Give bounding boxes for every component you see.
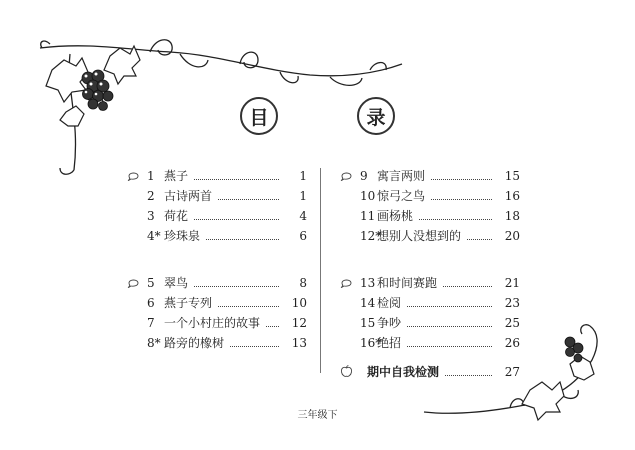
lesson-title: 争吵	[377, 316, 402, 330]
dot-leader	[467, 239, 492, 240]
toc-entry-midterm[interactable]	[340, 362, 520, 382]
toc-group	[340, 166, 520, 246]
dot-leader	[431, 179, 492, 180]
page-number: 8	[299, 276, 307, 290]
lesson-number: 4*	[147, 229, 161, 243]
page-number: 18	[504, 209, 520, 223]
lesson-number: 15	[360, 316, 376, 330]
lesson-number: 13	[360, 276, 376, 290]
dot-leader	[431, 199, 492, 200]
toc-entry[interactable]	[340, 333, 520, 353]
page-number: 6	[299, 229, 307, 243]
page-number: 15	[504, 169, 520, 183]
midterm-title: 期中自我检测	[367, 365, 440, 379]
toc-entry[interactable]	[127, 293, 307, 313]
lesson-number: 3	[147, 209, 155, 223]
lesson-number: 11	[360, 209, 376, 223]
toc-entry[interactable]	[340, 226, 520, 246]
dot-leader	[194, 179, 279, 180]
toc-group-midterm	[340, 362, 520, 382]
column-divider	[320, 168, 321, 373]
dot-leader	[206, 239, 279, 240]
lesson-title: 翠鸟	[164, 276, 189, 290]
lesson-title: 和时间赛跑	[377, 276, 438, 290]
page-number: 25	[504, 316, 520, 330]
page-number: 10	[291, 296, 307, 310]
toc-entry[interactable]	[127, 186, 307, 206]
lesson-number: 5	[147, 276, 155, 290]
dot-leader	[445, 375, 492, 376]
lesson-number: 8*	[147, 336, 161, 350]
page-number: 13	[291, 336, 307, 350]
lesson-number: 2	[147, 189, 155, 203]
lesson-title: 荷花	[164, 209, 189, 223]
dot-leader	[230, 346, 279, 347]
lesson-title: 想别人没想到的	[377, 229, 462, 243]
toc-entry[interactable]	[340, 166, 520, 186]
toc-entry[interactable]	[340, 186, 520, 206]
dot-leader	[194, 219, 279, 220]
toc-entry[interactable]	[127, 226, 307, 246]
page-number: 12	[291, 316, 307, 330]
toc-entry[interactable]	[127, 313, 307, 333]
page-number: 21	[504, 276, 520, 290]
lesson-title: 珍珠泉	[164, 229, 201, 243]
toc-title-char-lu: 录	[357, 97, 395, 135]
lesson-title: 惊弓之鸟	[377, 189, 426, 203]
lesson-number: 16*	[360, 336, 382, 350]
lesson-number: 7	[147, 316, 155, 330]
lesson-number: 9	[360, 169, 368, 183]
page-number: 20	[504, 229, 520, 243]
dot-leader	[407, 306, 492, 307]
lesson-number: 6	[147, 296, 155, 310]
lesson-number: 10	[360, 189, 376, 203]
lesson-title: 一个小村庄的故事	[164, 316, 261, 330]
dot-leader	[218, 199, 279, 200]
lesson-title: 古诗两首	[164, 189, 213, 203]
dot-leader	[194, 286, 279, 287]
lesson-title: 燕子	[164, 169, 189, 183]
toc-entry[interactable]	[340, 293, 520, 313]
lesson-title: 路旁的橡树	[164, 336, 225, 350]
toc-entry[interactable]	[127, 333, 307, 353]
lesson-number: 12*	[360, 229, 382, 243]
toc-entry[interactable]	[127, 206, 307, 226]
page-footer: 三年级下	[297, 410, 338, 421]
grape-vine-decoration-top-left	[30, 30, 410, 180]
lesson-title: 画杨桃	[377, 209, 414, 223]
toc-entry[interactable]	[127, 273, 307, 293]
page-number: 26	[504, 336, 520, 350]
dot-leader	[266, 326, 279, 327]
toc-entry[interactable]	[340, 313, 520, 333]
lesson-title: 寓言两则	[377, 169, 426, 183]
toc-group	[127, 273, 307, 353]
lesson-title: 绝招	[377, 336, 402, 350]
page-number: 4	[299, 209, 307, 223]
dot-leader	[407, 326, 492, 327]
toc-title-char-mu: 目	[240, 97, 278, 135]
lesson-number: 1	[147, 169, 155, 183]
toc-entry[interactable]	[340, 206, 520, 226]
lesson-number: 14	[360, 296, 376, 310]
page-number: 27	[504, 365, 520, 379]
dot-leader	[443, 286, 492, 287]
lesson-title: 燕子专列	[164, 296, 213, 310]
toc-entry[interactable]	[340, 273, 520, 293]
dot-leader	[218, 306, 279, 307]
page-number: 1	[299, 169, 307, 183]
toc-entry[interactable]	[127, 166, 307, 186]
dot-leader	[419, 219, 492, 220]
lesson-title: 检阅	[377, 296, 402, 310]
dot-leader	[407, 346, 492, 347]
toc-group	[127, 166, 307, 246]
page-number: 16	[504, 189, 520, 203]
toc-group	[340, 273, 520, 353]
page-number: 23	[504, 296, 520, 310]
page-number: 1	[299, 189, 307, 203]
